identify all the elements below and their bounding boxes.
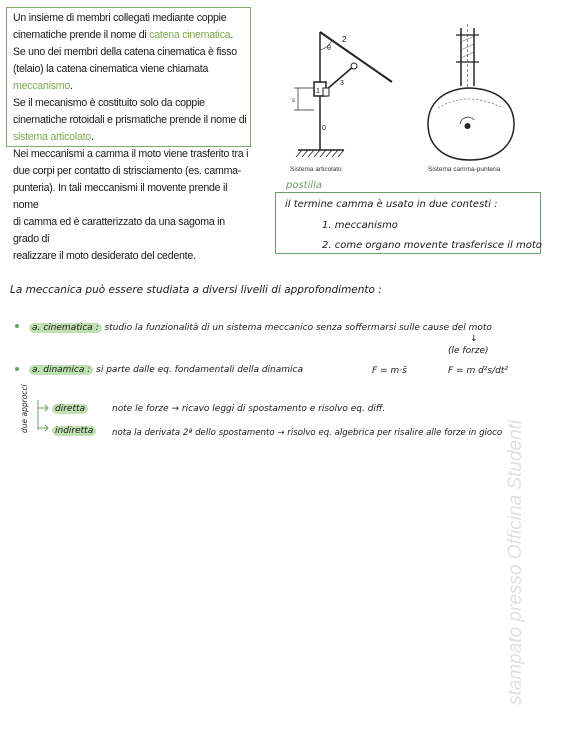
intro-line: cinematiche rotoidali e prismatiche prende il nome di [13,114,247,126]
postilla-line: il termine camma è usato in due contesti : [285,199,498,210]
bullet [15,367,19,371]
label-s: s [292,98,295,104]
postilla-item-2: 2. come organo movente trasferisce il moto [322,240,542,251]
note-forze: (le forze) [448,346,489,356]
bracket-icon [32,398,52,434]
intro-line: Se il mecanismo è costituito solo da coppie [13,97,205,109]
intro-line: meccanismo. [13,80,73,92]
intro-line: Nei meccanismi a camma il moto viene trasferito tra i [13,148,249,160]
bullet [15,324,19,328]
caption-sistema-articolato: Sistema articolato [290,166,342,173]
term-meccanismo: meccanismo [13,80,70,92]
text-diretta: note le forze → ricavo leggi di spostamento e risolvo eq. diff. [112,404,386,414]
intro-line: cinematiche prende il nome di catena cinematica. [13,29,234,41]
label-cinematica: a. cinematica : [29,323,102,333]
label-1: 1 [316,88,320,95]
notes-heading: La meccanica può essere studiata a diversi livelli di approfondimento : [10,284,382,296]
intro-line: Se uno dei membri della catena cinematica è fisso [13,46,237,58]
side-label-due-approcci: due approcci [20,384,29,433]
intro-text [13,10,253,265]
formula-2: F = m d²s/dt² [448,366,508,376]
intro-line: Un insieme di membri collegati mediante coppie [13,12,227,24]
camma-punteria-figure [418,20,528,170]
term-sistema-articolato: sistema articolato [13,131,91,143]
intro-line: realizzare il moto desiderato del cedente. [13,250,196,262]
label-3: 3 [340,80,344,87]
intro-line: due corpi per contatto di strisciamento (es. camma- [13,165,242,177]
sistema-articolato-figure [280,20,400,180]
label-0: 0 [322,125,326,132]
intro-line: (telaio) la catena cinematica viene chiamata [13,63,209,75]
notes-dinamica [29,365,303,375]
label-dinamica: a. dinamica : [29,365,93,375]
notes-cinematica [29,323,492,333]
approach-indiretta: indiretta [52,426,96,436]
label-theta: θ [327,45,331,52]
intro-line: di camma ed è caratterizzato da una sagoma in grado di [13,216,225,245]
intro-line: sistema articolato. [13,131,94,143]
intro-line: punteria). In tali meccanismi il movente prende il nome [13,182,228,211]
postilla-item-1: 1. meccanismo [322,220,398,231]
term-catena-cinematica: catena cinematica [149,29,231,41]
text-indiretta: nota la derivata 2ª dello spostamento → risolvo eq. algebrica per risalire alle forze in gioco [112,428,503,438]
postilla-label: postilla [286,180,323,191]
text-cinematica: studio la funzionalità di un sistema meccanico senza soffermarsi sulle cause del moto [104,323,492,333]
arrow-down-icon: ↓ [470,334,478,344]
watermark: stampato presso Officina Studenti [505,419,526,705]
approach-diretta: diretta [52,404,88,414]
caption-camma-punteria: Sistema camma-punteria [428,166,501,173]
formula-1: F = m·s̈ [372,366,407,376]
text-dinamica: si parte dalle eq. fondamentali della dinamica [96,365,303,375]
label-2: 2 [342,35,347,44]
